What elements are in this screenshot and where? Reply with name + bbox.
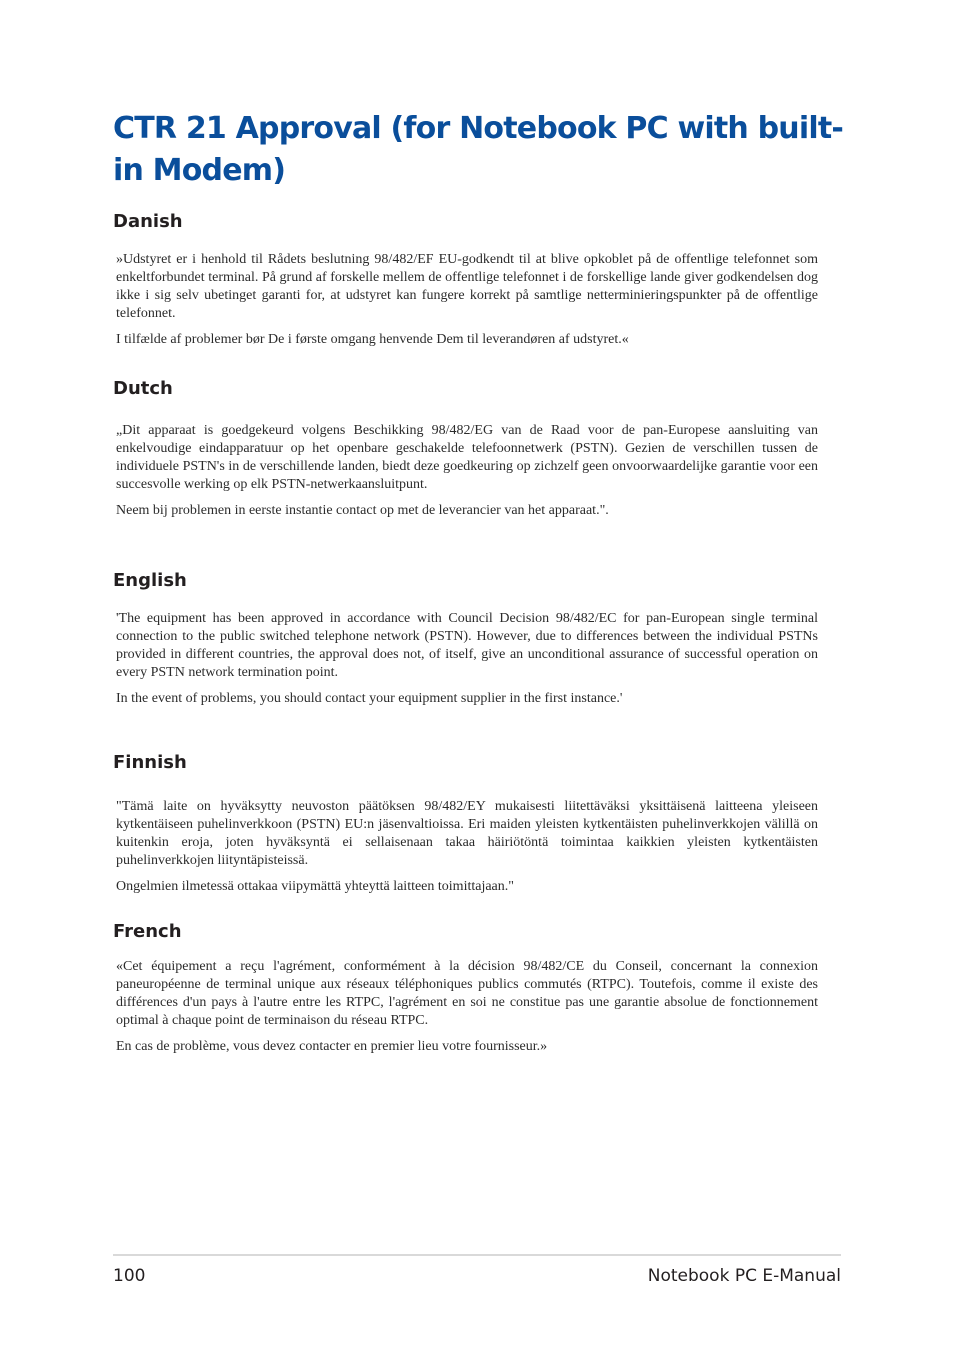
section-body-dutch <box>116 422 818 520</box>
section-heading-english: English <box>113 570 187 591</box>
section-body-finnish <box>116 798 818 896</box>
section-paragraph: En cas de problème, vous devez contacter en premier lieu votre fournisseur.» <box>116 1039 548 1054</box>
section-body-danish <box>116 251 818 349</box>
page-number: 100 <box>113 1266 146 1286</box>
footer-divider <box>113 1254 841 1256</box>
section-paragraph: In the event of problems, you should contact your equipment supplier in the first instance.' <box>116 691 623 706</box>
manual-name: Notebook PC E-Manual <box>647 1266 841 1286</box>
section-paragraph: Neem bij problemen in eerste instantie contact op met de leverancier van het apparaat.". <box>116 503 609 518</box>
section-body-english <box>116 610 818 708</box>
section-heading-danish: Danish <box>113 211 183 232</box>
section-paragraph: "Tämä laite on hyväksytty neuvoston päätöksen 98/482/EY mukaisesti liitettäväksi yksittäisenä laitteena yleiseen kytkentäiseen puhelinverkkoon (PSTN) EU:n jäsenvaltioissa. Eri maiden yleisten kytkentäisten puhelinverkkojen välillä on kuitenkin eroja, joten hyväksyntä ei sellaisenaan takaa häiriötöntä toimintaa kaikkien yleisten kytkentäisten puhelinverkkojen liityntäpisteissä. <box>116 799 818 868</box>
section-paragraph: «Cet équipement a reçu l'agrément, conformément à la décision 98/482/CE du Conseil, concernant la connexion paneuropéenne de terminal unique aux réseaux téléphoniques publics commutés (RTPC). Toutefois, comme il existe des différences d'un pays à l'autre entre les RTPC, l'agrément en soi ne constitue pas une garantie absolue de fonctionnement optimal à chaque point de terminaison du réseau RTPC. <box>116 959 818 1028</box>
section-heading-french: French <box>113 921 182 942</box>
section-paragraph: „Dit apparaat is goedgekeurd volgens Beschikking 98/482/EG van de Raad voor de pan-Europese aansluiting van enkelvoudige eindapparatuur op het openbare geschakelde telefoonnetwerk (PSTN). Gezien de verschillen tussen de individuele PSTN's in de verschillende landen, biedt deze goedkeuring op zichzelf geen onvoorwaardelijke garantie voor een succesvolle werking op elk PSTN-netwerkaansluitpunt. <box>116 423 818 492</box>
section-paragraph: »Udstyret er i henhold til Rådets beslutning 98/482/EF EU-godkendt til at blive opkoblet på de offentlige telefonnet som enkeltforbundet terminal. På grund af forskelle mellem de offentlige telefonnet i de forskellige lande giver godkendelsen dog ikke i sig selv ubetinget garanti for, at udstyret kan fungere korrekt på samtlige netterminieringspunkter på de offentlige telefonnet. <box>116 252 818 321</box>
section-heading-finnish: Finnish <box>113 752 187 773</box>
section-body-french <box>116 958 818 1056</box>
page-title: CTR 21 Approval (for Notebook PC with built-in Modem) <box>113 111 844 188</box>
section-heading-dutch: Dutch <box>113 378 173 399</box>
section-paragraph: 'The equipment has been approved in accordance with Council Decision 98/482/EC for pan-European single terminal connection to the public switched telephone network (PSTN). However, due to differences between the individual PSTNs provided in different countries, the approval does not, of itself, give an unconditional assurance of successful operation on every PSTN network termination point. <box>116 611 818 680</box>
section-paragraph: Ongelmien ilmetessä ottakaa viipymättä yhteyttä laitteen toimittajaan." <box>116 879 514 894</box>
section-paragraph: I tilfælde af problemer bør De i første omgang henvende Dem til leverandøren af udstyret.« <box>116 332 629 347</box>
